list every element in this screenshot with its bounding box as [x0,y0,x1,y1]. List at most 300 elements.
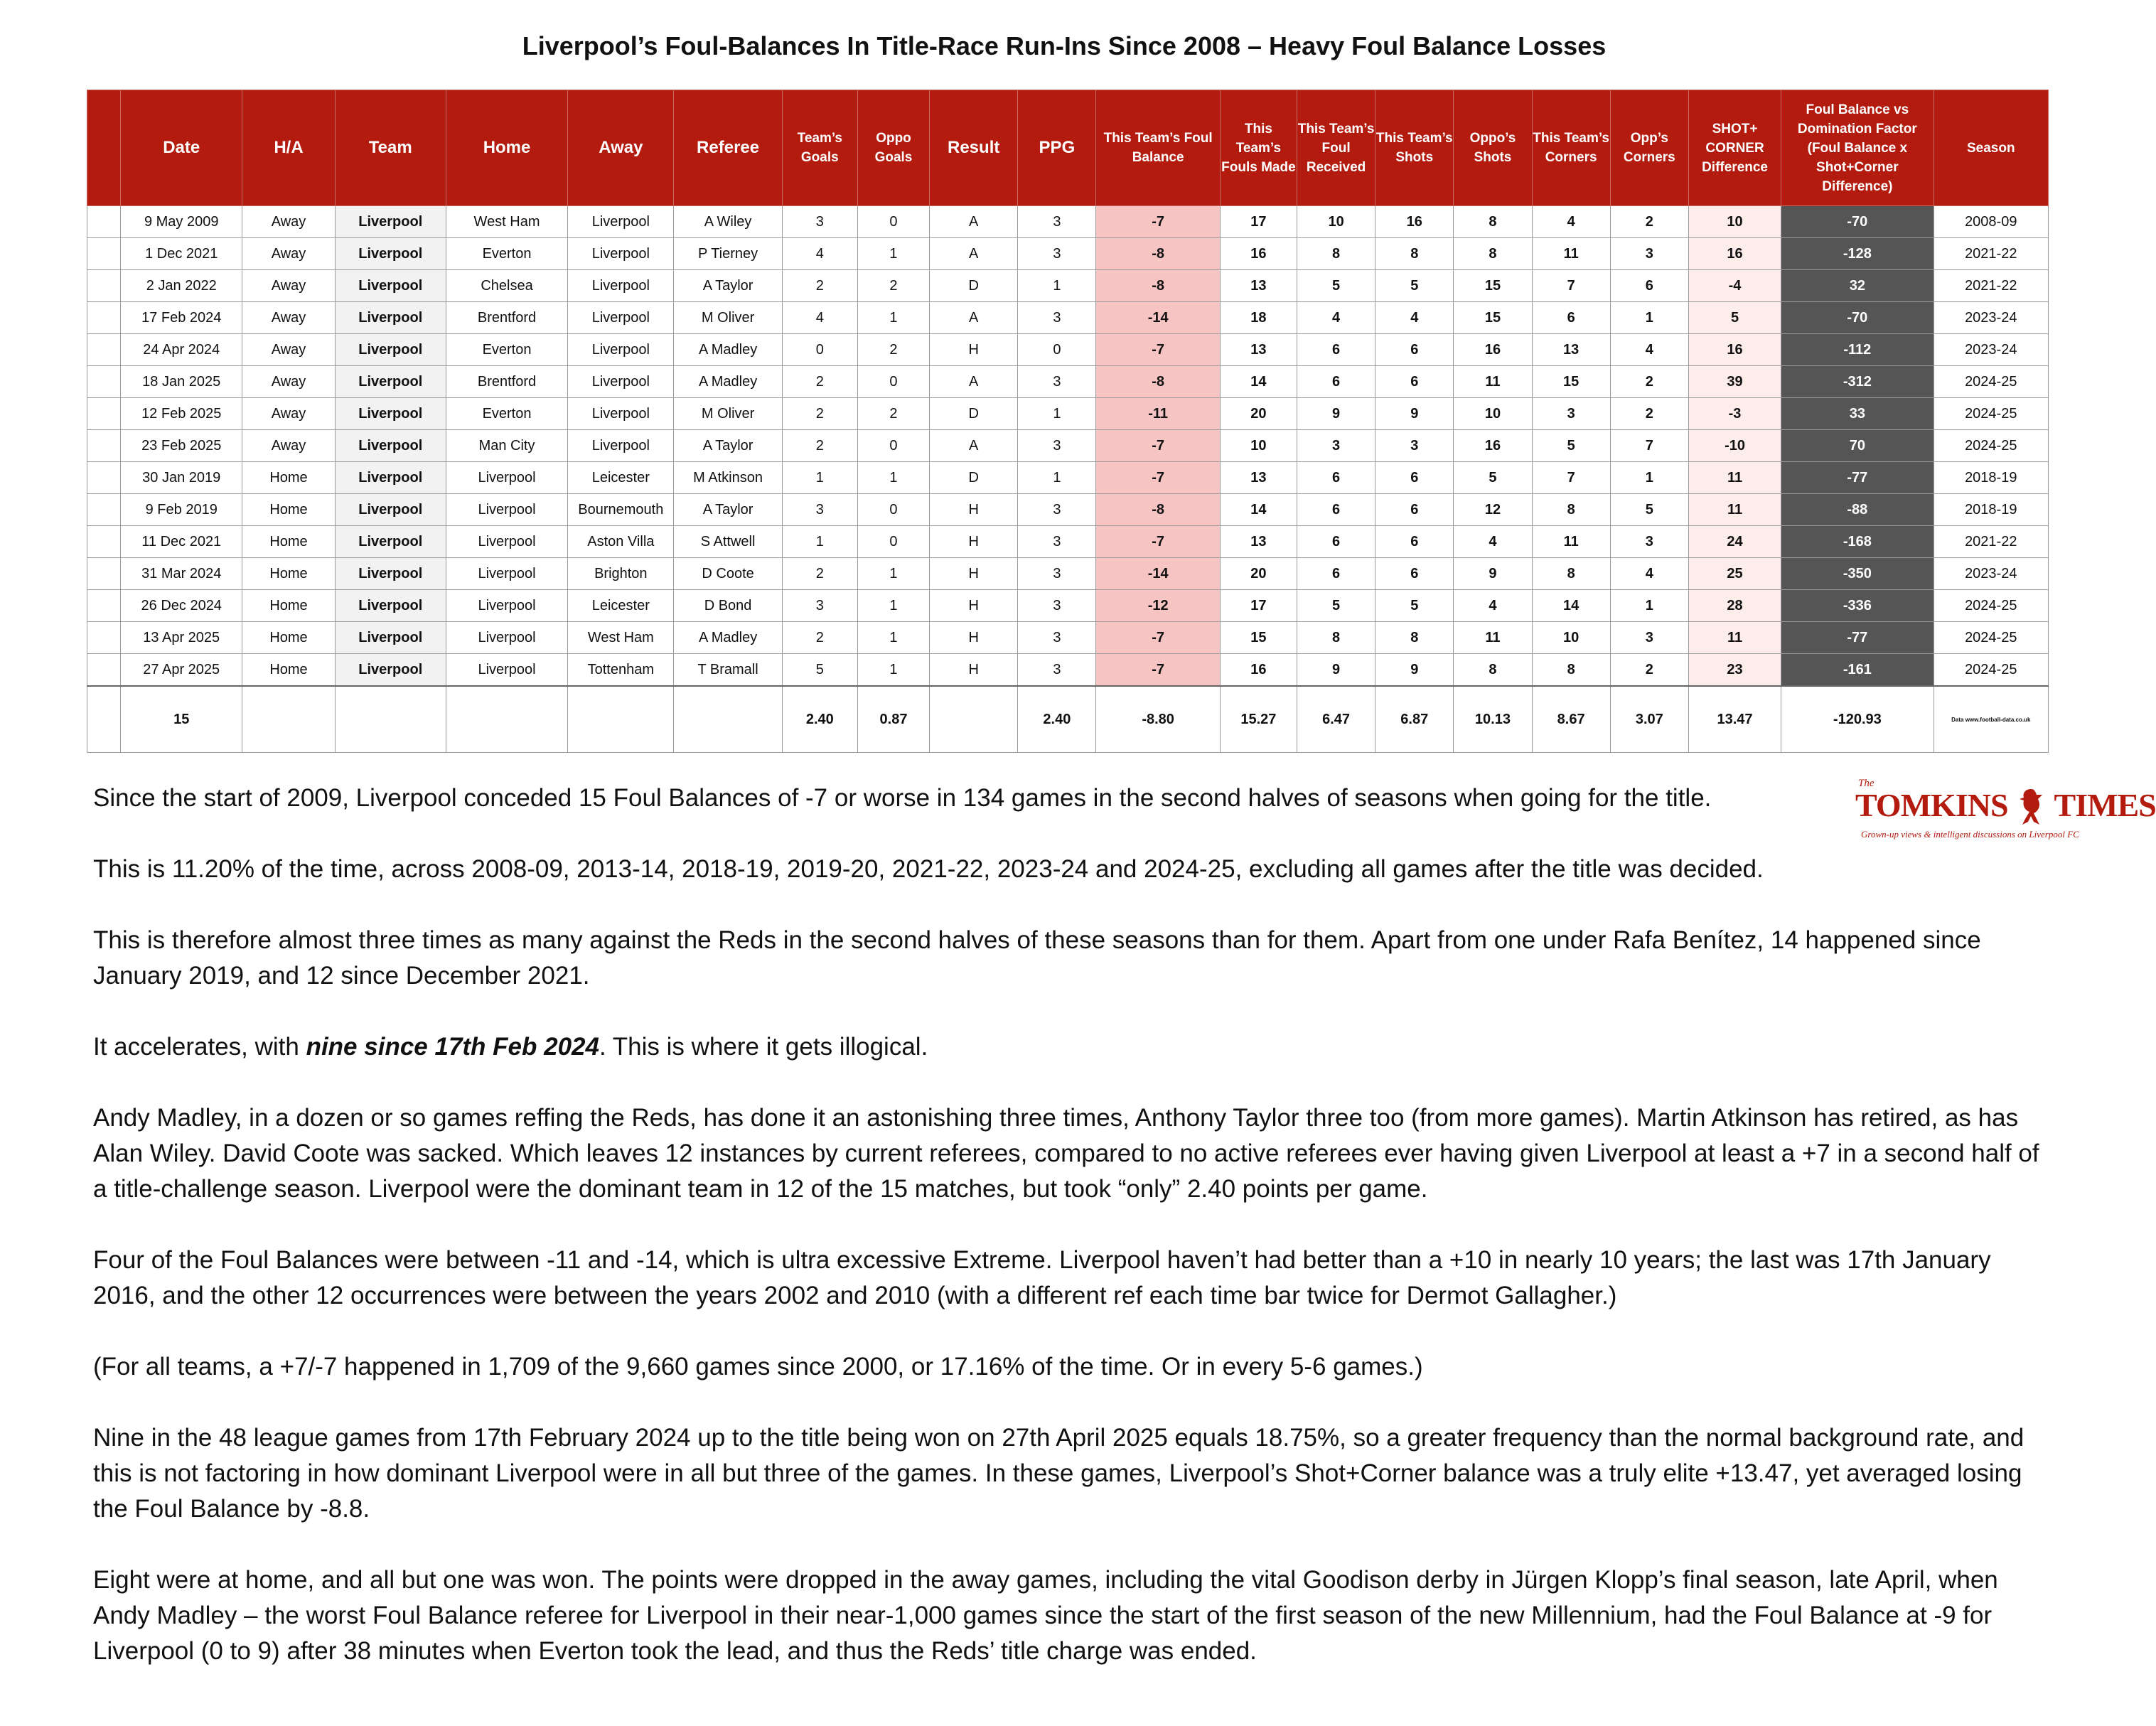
table-cell: -168 [1781,526,1934,558]
table-cell: 2 [782,270,857,302]
table-cell: 13 [1220,462,1297,494]
logo-tagline: Grown-up views & intelligent discussions on Liverpool FC [1861,829,2079,840]
table-cell: -8 [1096,238,1220,270]
table-cell: Home [242,590,335,622]
total-cell [446,686,567,753]
table-cell: 3 [1018,590,1096,622]
table-cell: Liverpool [568,206,674,238]
table-cell: 24 Apr 2024 [121,334,242,366]
table-cell: 4 [1454,526,1532,558]
table-cell: 14 [1532,590,1610,622]
table-cell: 1 [1610,590,1688,622]
table-row [87,366,2049,398]
column-header: PPG [1018,90,1096,206]
table-cell: Liverpool [568,334,674,366]
table-cell: 3 [1018,494,1096,526]
table-cell: 2 [1610,398,1688,430]
paragraph: Four of the Foul Balances were between -11 and -14, which is ultra excessive Extreme. Liverpool haven’t had better than a +10 in nearly 10 years; the last was 17th January 2016, and the other 12 occurrences were between the years 2002 and 2010 (with a different ref each time bar twice for Dermot Gallagher.) [93,1246,1991,1309]
table-cell: -7 [1096,462,1220,494]
table-cell: 3 [1018,366,1096,398]
table-cell: 1 [857,654,929,687]
table-cell: 13 [1532,334,1610,366]
table-cell: M Oliver [674,398,782,430]
column-header [87,90,121,206]
table-cell: 5 [1454,462,1532,494]
column-header: SHOT+ CORNER Difference [1688,90,1781,206]
table-cell: 3 [1018,558,1096,590]
table-cell: 24 [1688,526,1781,558]
total-cell: 13.47 [1688,686,1781,753]
table-cell: 4 [1375,302,1454,334]
table-cell: West Ham [568,622,674,654]
table-cell: -8 [1096,366,1220,398]
table-cell: Brentford [446,302,567,334]
table-cell: Liverpool [335,366,446,398]
paragraph: Since the start of 2009, Liverpool conceded 15 Foul Balances of -7 or worse in 134 games in the second halves of seasons when going for the title. [93,784,1712,812]
table-cell: Liverpool [335,206,446,238]
table-cell: 9 [1375,654,1454,687]
table-cell: D Coote [674,558,782,590]
table-cell [87,366,121,398]
table-cell: -7 [1096,654,1220,687]
column-header: H/A [242,90,335,206]
table-cell: 8 [1454,654,1532,687]
table-cell: -7 [1096,526,1220,558]
table-cell: M Oliver [674,302,782,334]
total-cell: -120.93 [1781,686,1934,753]
table-cell: 9 [1297,654,1375,687]
table-row [87,654,2049,687]
table-row [87,302,2049,334]
column-header: Team’s Goals [782,90,857,206]
table-cell: 4 [782,302,857,334]
logo-name-part2: TIMES [2054,787,2156,823]
table-cell: 6 [1375,494,1454,526]
table-cell: 14 [1220,494,1297,526]
table-cell: 0 [857,526,929,558]
table-cell: -8 [1096,270,1220,302]
table-cell: -112 [1781,334,1934,366]
table-cell: A Madley [674,622,782,654]
total-cell: 6.47 [1297,686,1375,753]
table-cell: 3 [1018,206,1096,238]
table-cell [87,462,121,494]
table-cell: -4 [1688,270,1781,302]
table-cell: Liverpool [335,622,446,654]
table-cell: 0 [1018,334,1096,366]
column-header: Date [121,90,242,206]
table-cell: A [930,366,1018,398]
paragraph-pre: It accelerates, with [93,1033,306,1061]
table-cell [87,494,121,526]
table-cell: Liverpool [568,270,674,302]
table-cell: 2018-19 [1934,462,2048,494]
table-cell: 2 [857,398,929,430]
table-cell: 25 [1688,558,1781,590]
paragraph-emphasis: nine since 17th Feb 2024 [306,1033,599,1061]
table-cell: 15 [1532,366,1610,398]
table-cell: H [930,590,1018,622]
column-header: Foul Balance vs Domination Factor (Foul Balance x Shot+Corner Difference) [1781,90,1934,206]
table-cell: -77 [1781,622,1934,654]
table-cell: 6 [1532,302,1610,334]
table-cell: Leicester [568,462,674,494]
table-cell: 8 [1532,494,1610,526]
table-cell: 3 [1018,622,1096,654]
table-cell: 6 [1375,526,1454,558]
table-cell: 11 Dec 2021 [121,526,242,558]
table-cell: 6 [1297,366,1375,398]
table-cell: Liverpool [446,590,567,622]
table-cell: 0 [857,206,929,238]
column-header: This Team’s Fouls Made [1220,90,1297,206]
table-cell: -14 [1096,558,1220,590]
table-cell: 9 [1297,398,1375,430]
table-cell: 1 [857,238,929,270]
table-cell: Liverpool [335,270,446,302]
table-cell: 3 [1018,654,1096,687]
table-cell: 11 [1688,462,1781,494]
table-cell: 1 [857,590,929,622]
table-cell: 8 [1375,622,1454,654]
table-cell: Liverpool [335,654,446,687]
table-cell: 2024-25 [1934,366,2048,398]
table-cell: Away [242,334,335,366]
table-cell: 2024-25 [1934,654,2048,687]
table-cell: -7 [1096,622,1220,654]
table-cell: 8 [1454,206,1532,238]
table-cell: Liverpool [335,590,446,622]
paragraph: This is 11.20% of the time, across 2008-09, 2013-14, 2018-19, 2019-20, 2021-22, 2023-24 and 2024-25, excluding all games after the title was decided. [93,855,1764,883]
total-cell [335,686,446,753]
table-cell: 20 [1220,398,1297,430]
table-cell: 12 [1454,494,1532,526]
table-cell: -128 [1781,238,1934,270]
column-header: Result [930,90,1018,206]
table-cell: 4 [782,238,857,270]
table-cell: Man City [446,430,567,462]
table-cell: 2 [1610,206,1688,238]
table-cell: 6 [1375,462,1454,494]
table-cell: 1 [782,526,857,558]
table-cell: 0 [857,366,929,398]
table-cell: 5 [782,654,857,687]
table-cell: 15 [1220,622,1297,654]
column-header: This Team’s Shots [1375,90,1454,206]
table-cell: Away [242,206,335,238]
page-title: Liverpool’s Foul-Balances In Title-Race Run-Ins Since 2008 – Heavy Foul Balance Losses [522,31,1607,60]
table-cell: 30 Jan 2019 [121,462,242,494]
table-cell: 16 [1688,334,1781,366]
table-cell: 10 [1532,622,1610,654]
table-cell: 1 [782,462,857,494]
table-cell: -70 [1781,206,1934,238]
table-cell: -7 [1096,334,1220,366]
table-cell: -7 [1096,206,1220,238]
table-cell: -11 [1096,398,1220,430]
table-cell: 17 [1220,206,1297,238]
table-row [87,398,2049,430]
table-cell: Liverpool [446,654,567,687]
total-cell: 2.40 [1018,686,1096,753]
table-row [87,430,2049,462]
total-cell [568,686,674,753]
column-header: Home [446,90,567,206]
total-cell: 15.27 [1220,686,1297,753]
table-cell: 2018-19 [1934,494,2048,526]
table-cell: 10 [1688,206,1781,238]
table-cell: Home [242,622,335,654]
table-cell: 6 [1375,366,1454,398]
table-cell: Chelsea [446,270,567,302]
table-cell: 2024-25 [1934,398,2048,430]
total-cell: 8.67 [1532,686,1610,753]
table-cell: 1 [857,462,929,494]
table-cell: -336 [1781,590,1934,622]
table-cell: H [930,558,1018,590]
table-cell: H [930,494,1018,526]
table-cell: 18 [1220,302,1297,334]
table-cell: 11 [1532,238,1610,270]
table-header-row [87,90,2049,206]
table-row [87,494,2049,526]
table-cell: 10 [1297,206,1375,238]
table-cell: 1 [1018,398,1096,430]
table-cell: 16 [1220,654,1297,687]
table-cell: 16 [1220,238,1297,270]
table-cell: 3 [782,590,857,622]
table-cell: 13 [1220,526,1297,558]
table-cell: 7 [1532,270,1610,302]
table-cell: T Bramall [674,654,782,687]
table-cell [87,206,121,238]
table-row [87,270,2049,302]
table-cell: A [930,302,1018,334]
table-cell: -7 [1096,430,1220,462]
table-cell: D Bond [674,590,782,622]
table-row [87,558,2049,590]
table-cell: Tottenham [568,654,674,687]
table-cell: 6 [1375,334,1454,366]
column-header: Oppo Goals [857,90,929,206]
table-cell: Home [242,558,335,590]
table-cell: 1 [857,558,929,590]
table-cell [87,622,121,654]
table-cell: 9 May 2009 [121,206,242,238]
table-cell [87,270,121,302]
table-cell: 2024-25 [1934,590,2048,622]
table-cell: A Taylor [674,430,782,462]
table-cell: 33 [1781,398,1934,430]
table-cell: -350 [1781,558,1934,590]
table-cell: 23 Feb 2025 [121,430,242,462]
table-cell: 1 [857,622,929,654]
table-cell: 2021-22 [1934,270,2048,302]
table-cell: 23 [1688,654,1781,687]
table-cell: 1 [1610,462,1688,494]
table-cell: 0 [857,430,929,462]
table-cell: 11 [1688,622,1781,654]
table-cell: 3 [782,206,857,238]
table-cell: 8 [1297,238,1375,270]
table-cell: Home [242,494,335,526]
total-cell [930,686,1018,753]
table-cell: 16 [1454,334,1532,366]
paragraph: This is therefore almost three times as many against the Reds in the second halves of these seasons than for them. Apart from one under Rafa Benítez, 14 happened since January 2019, and 12 since December 2021. [93,926,1981,990]
column-header: Oppo’s Shots [1454,90,1532,206]
table-cell: H [930,526,1018,558]
table-cell [87,430,121,462]
table-cell: 3 [1375,430,1454,462]
column-header: Season [1934,90,2048,206]
table-cell: Away [242,270,335,302]
column-header: Team [335,90,446,206]
table-cell: 2 [782,622,857,654]
table-cell: 3 [1610,526,1688,558]
table-cell: Leicester [568,590,674,622]
table-cell: 26 Dec 2024 [121,590,242,622]
table-cell: 1 [1018,270,1096,302]
table-cell: -312 [1781,366,1934,398]
table-cell: A [930,206,1018,238]
total-cell: 2.40 [782,686,857,753]
table-cell: Liverpool [446,622,567,654]
table-cell: 6 [1297,334,1375,366]
table-cell [87,526,121,558]
table-cell: 6 [1610,270,1688,302]
table-cell: Liverpool [568,398,674,430]
logo-name-part1: TOMKINS [1855,787,2008,823]
column-header: Away [568,90,674,206]
totals-row [87,686,2049,753]
table-cell: A Madley [674,334,782,366]
column-header: Opp’s Corners [1610,90,1688,206]
table-cell: Liverpool [335,398,446,430]
table-cell: 16 [1454,430,1532,462]
table-cell: A Madley [674,366,782,398]
table-cell: 10 [1454,398,1532,430]
table-cell: 17 [1220,590,1297,622]
table-cell: 27 Apr 2025 [121,654,242,687]
table-cell: Liverpool [446,558,567,590]
table-cell: 10 [1220,430,1297,462]
paragraph: Eight were at home, and all but one was won. The points were dropped in the away games, including the vital Goodison derby in Jürgen Klopp’s final season, late April, when Andy Madley – the worst Foul Balance referee for Liverpool in their near-1,000 games since the start of the first season of the new Millennium, had the Foul Balance at -9 for Liverpool (0 to 9) after 38 minutes when Everton took the lead, and thus the Reds’ title charge was ended. [93,1566,1998,1665]
table-cell: 1 [857,302,929,334]
table-cell: Everton [446,334,567,366]
table-cell: Home [242,462,335,494]
table-cell: Liverpool [568,302,674,334]
table-cell: 28 [1688,590,1781,622]
table-cell: 3 [1018,302,1096,334]
table-cell: Home [242,654,335,687]
table-cell: 8 [1375,238,1454,270]
table-cell: 32 [1781,270,1934,302]
table-cell: 2021-22 [1934,238,2048,270]
table-cell: 2 [1610,366,1688,398]
table-cell: 6 [1297,494,1375,526]
table-cell: H [930,622,1018,654]
table-cell: 6 [1297,558,1375,590]
table-cell: 3 [1297,430,1375,462]
table-cell: -70 [1781,302,1934,334]
table-cell: 8 [1454,238,1532,270]
table-cell: 2024-25 [1934,430,2048,462]
table-cell: 3 [1610,238,1688,270]
total-cell: -8.80 [1096,686,1220,753]
table-cell: Liverpool [446,494,567,526]
table-row [87,622,2049,654]
article-body [93,781,2055,1705]
table-cell: D [930,270,1018,302]
table-cell: 4 [1610,334,1688,366]
table-cell: 5 [1688,302,1781,334]
table-cell: 5 [1610,494,1688,526]
column-header: This Team’s Corners [1532,90,1610,206]
table-cell: Away [242,430,335,462]
table-cell: 5 [1297,270,1375,302]
table-cell: 9 [1454,558,1532,590]
table-cell: 2 [782,366,857,398]
table-cell: 16 [1375,206,1454,238]
table-cell: 2024-25 [1934,622,2048,654]
table-cell: -12 [1096,590,1220,622]
table-cell: Brighton [568,558,674,590]
table-cell: Bournemouth [568,494,674,526]
table-cell: 9 [1375,398,1454,430]
table-cell: 5 [1375,270,1454,302]
column-header: This Team’s Foul Received [1297,90,1375,206]
table-cell: 3 [1532,398,1610,430]
logo-the: The [1858,778,1875,789]
table-cell: 1 Dec 2021 [121,238,242,270]
table-cell: Liverpool [335,558,446,590]
table-cell: 3 [1018,526,1096,558]
total-cell [242,686,335,753]
table-cell: 1 [1610,302,1688,334]
table-cell: 31 Mar 2024 [121,558,242,590]
table-cell: A [930,430,1018,462]
table-cell: -8 [1096,494,1220,526]
table-cell: 4 [1532,206,1610,238]
foul-balance-table [87,90,2049,753]
table-cell: Away [242,302,335,334]
table-cell: 6 [1297,526,1375,558]
table-row [87,238,2049,270]
table-cell: D [930,398,1018,430]
table-cell: 15 [1454,302,1532,334]
paragraph-post: . This is where it gets illogical. [599,1033,928,1061]
table-cell: -3 [1688,398,1781,430]
table-cell: 18 Jan 2025 [121,366,242,398]
table-cell: 2021-22 [1934,526,2048,558]
table-cell: 17 Feb 2024 [121,302,242,334]
table-row [87,526,2049,558]
table-cell: P Tierney [674,238,782,270]
table-cell: 12 Feb 2025 [121,398,242,430]
table-cell: -77 [1781,462,1934,494]
table-cell: 8 [1297,622,1375,654]
table-cell: 70 [1781,430,1934,462]
table-cell: Everton [446,238,567,270]
table-cell: 14 [1220,366,1297,398]
table-cell: Liverpool [335,430,446,462]
table-cell: 13 Apr 2025 [121,622,242,654]
table-cell: -88 [1781,494,1934,526]
table-cell: 4 [1297,302,1375,334]
table-cell: Liverpool [568,238,674,270]
total-cell: 10.13 [1454,686,1532,753]
table-cell: 2023-24 [1934,302,2048,334]
